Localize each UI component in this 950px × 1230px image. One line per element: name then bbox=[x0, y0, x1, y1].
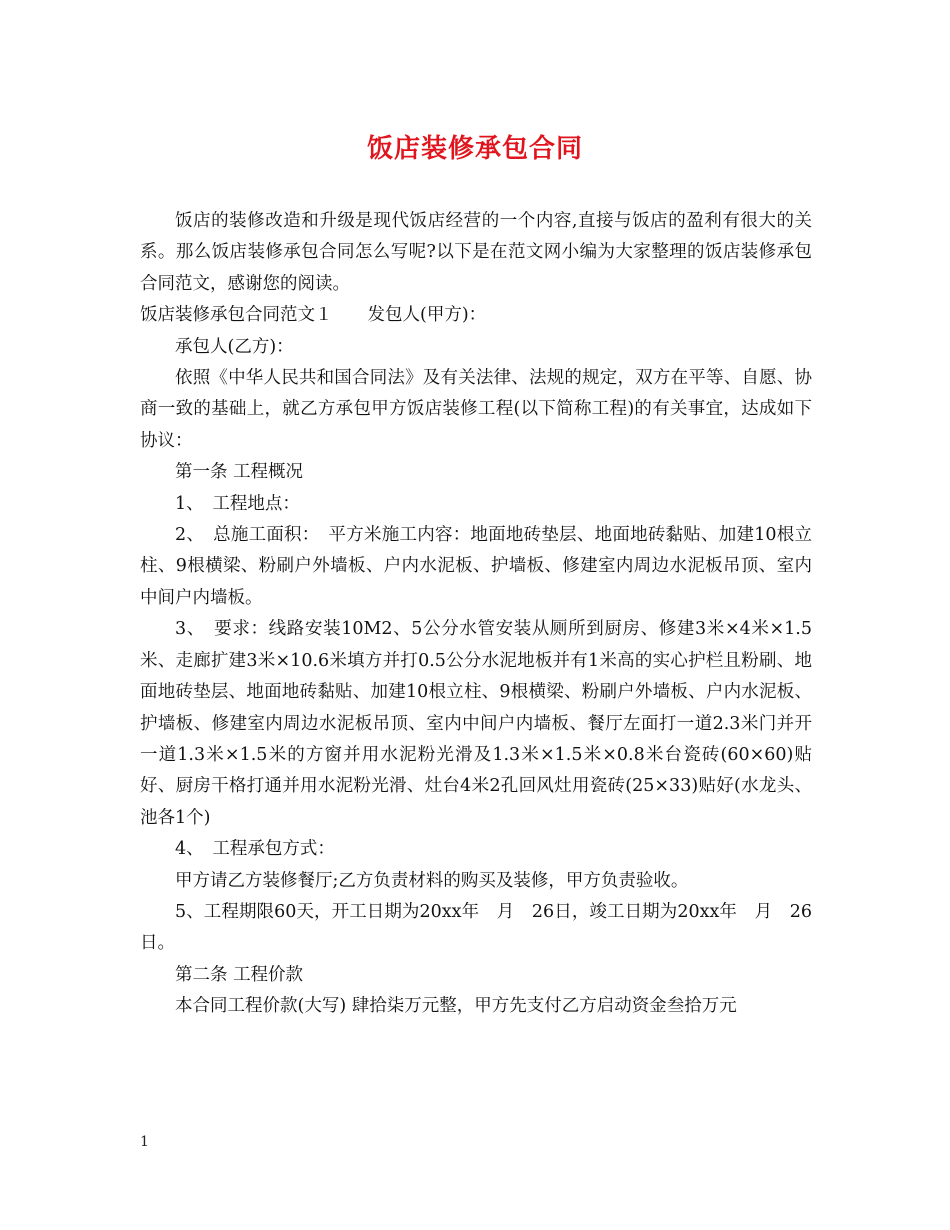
paragraph-contractor: 承包人(乙方)： bbox=[175, 336, 294, 357]
paragraph-legal-basis: 依照《中华人民共和国合同法》及有关法律、法规的规定，双方在平等、自愿、协商一致的基础上，就乙方承包甲方饭店装修工程(以下简称工程)的有关事宜，达成如下协议： bbox=[140, 368, 812, 451]
clause-price: 本合同工程价款(大写) 肆拾柒万元整，甲方先支付乙方启动资金叁拾万元 bbox=[175, 996, 737, 1017]
paragraph-intro: 饭店的装修改造和升级是现代饭店经营的一个内容,直接与饭店的盈利有很大的关系。那么饭店装修承包合同怎么写呢?以下是在范文网小编为大家整理的饭店装修承包合同范文，感谢您的阅读。 bbox=[140, 211, 812, 294]
clause-3: 3、 要求：线路安装10M2、5公分水管安装从厕所到厨房、修建3米×4米×1.5米、走廊扩建3米×10.6米填方并打0.5公分水泥地板并有1米高的实心护栏且粉刷、地面地砖垫层、地面地砖黏贴、加建10根立柱、9根横梁、粉刷户外墙板、户内水泥板、护墙板、修建室内周边水泥板吊顶、室内中间户内墙板、餐厅左面打一道2.3米门并开一道1.3米×1.5米的方窗并用水泥粉光滑及1.3米×1.5米×0.8米台瓷砖(60×60)贴好、厨房干格打通并用水泥粉光滑、灶台4米2孔回风灶用瓷砖(25×33)贴好(水龙头、池各1个) bbox=[140, 619, 812, 828]
document-body bbox=[140, 206, 812, 1023]
section-heading-1: 第一条 工程概况 bbox=[175, 462, 304, 483]
clause-4: 4、 工程承包方式： bbox=[175, 839, 335, 860]
clause-2: 2、 总施工面积： 平方米施工内容：地面地砖垫层、地面地砖黏贴、加建10根立柱、9根横梁、粉刷户外墙板、户内水泥板、护墙板、修建室内周边水泥板吊顶、室内中间户内墙板。 bbox=[140, 525, 812, 608]
clause-5: 5、工程期限60天，开工日期为20xx年 月 26日，竣工日期为20xx年 月 26日。 bbox=[140, 901, 812, 954]
section-heading-2: 第二条 工程价款 bbox=[175, 964, 304, 985]
clause-1: 1、 工程地点： bbox=[175, 493, 300, 514]
paragraph-contract-heading: 饭店装修承包合同范文１ 发包人(甲方)： bbox=[140, 305, 487, 326]
document-title: 饭店装修承包合同 bbox=[366, 134, 583, 164]
page-number: 1 bbox=[140, 1134, 149, 1150]
clause-4-detail: 甲方请乙方装修餐厅;乙方负责材料的购买及装修，甲方负责验收。 bbox=[175, 870, 689, 891]
